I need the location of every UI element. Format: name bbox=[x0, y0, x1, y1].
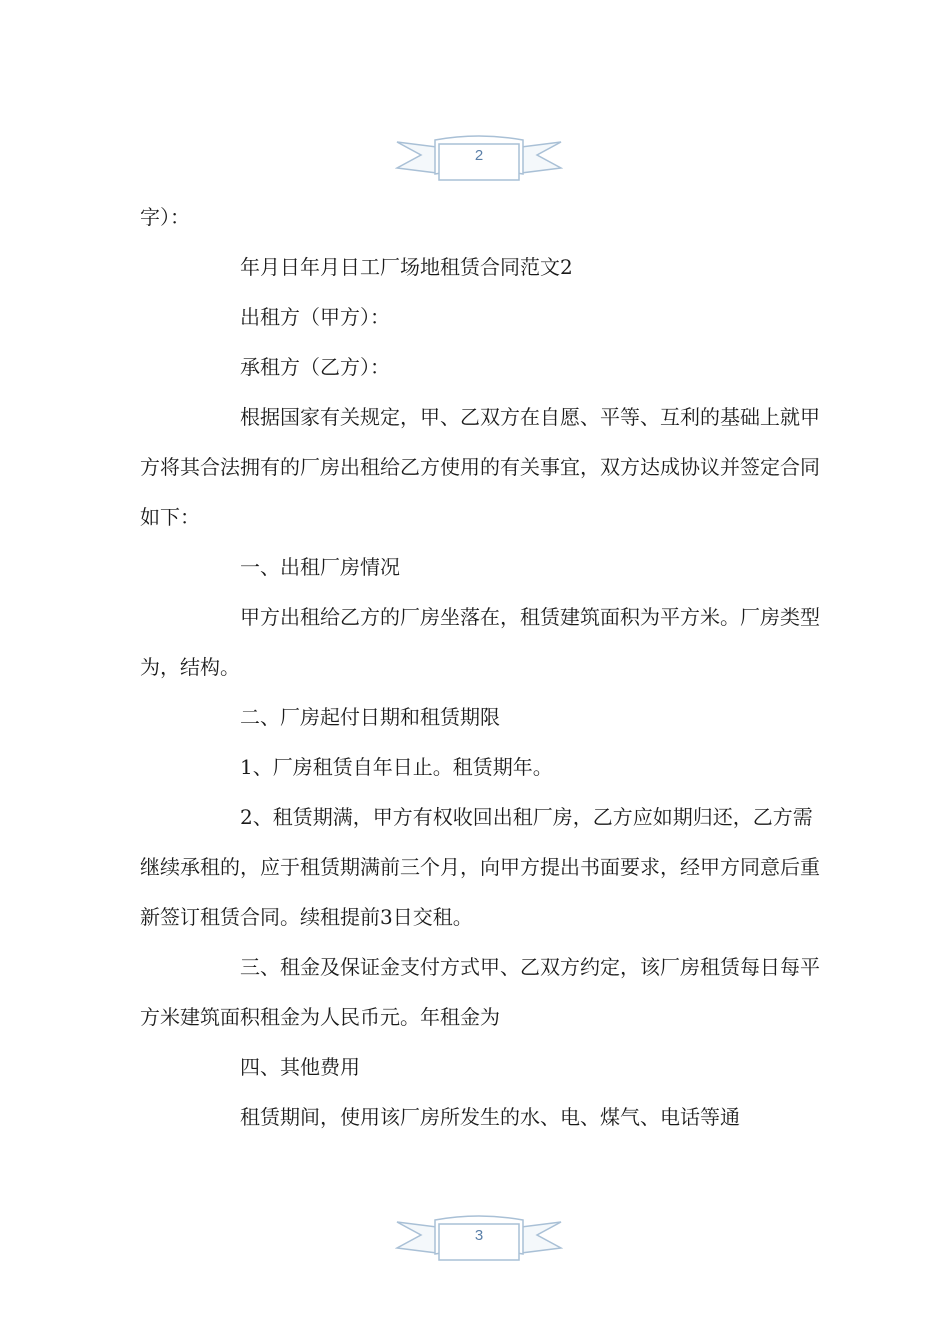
paragraph: 甲方出租给乙方的厂房坐落在，租赁建筑面积为平方米。厂房类型为，结构。 bbox=[140, 605, 820, 679]
paragraph: 字）： bbox=[140, 205, 190, 229]
paragraph: 1、厂房租赁自年日止。租赁期年。 bbox=[240, 755, 553, 779]
section-heading: 二、厂房起付日期和租赁期限 bbox=[240, 705, 500, 729]
header-page-number: 2 bbox=[474, 147, 484, 164]
paragraph: 出租方（甲方）： bbox=[240, 305, 390, 329]
section-heading: 四、其他费用 bbox=[240, 1055, 360, 1079]
paragraph: 2、租赁期满，甲方有权收回出租厂房，乙方应如期归还，乙方需继续承租的，应于租赁期满前三个月，向甲方提出书面要求，经甲方同意后重新签订租赁合同。续租提前3日交租。 bbox=[140, 805, 820, 929]
footer-page-ribbon bbox=[395, 1214, 563, 1262]
section-heading: 一、出租厂房情况 bbox=[240, 555, 400, 579]
paragraph: 租赁期间，使用该厂房所发生的水、电、煤气、电话等通 bbox=[240, 1105, 740, 1129]
paragraph: 承租方（乙方）： bbox=[240, 355, 390, 379]
paragraph: 年月日年月日工厂场地租赁合同范文2 bbox=[240, 255, 573, 279]
paragraph: 根据国家有关规定，甲、乙双方在自愿、平等、互利的基础上就甲方将其合法拥有的厂房出租给乙方使用的有关事宜，双方达成协议并签定合同如下： bbox=[140, 405, 820, 529]
footer-page-number: 3 bbox=[474, 1227, 484, 1244]
paragraph: 三、租金及保证金支付方式甲、乙双方约定，该厂房租赁每日每平方米建筑面积租金为人民币元。年租金为 bbox=[140, 955, 820, 1029]
header-page-ribbon bbox=[395, 134, 563, 182]
document-body bbox=[140, 192, 830, 1142]
